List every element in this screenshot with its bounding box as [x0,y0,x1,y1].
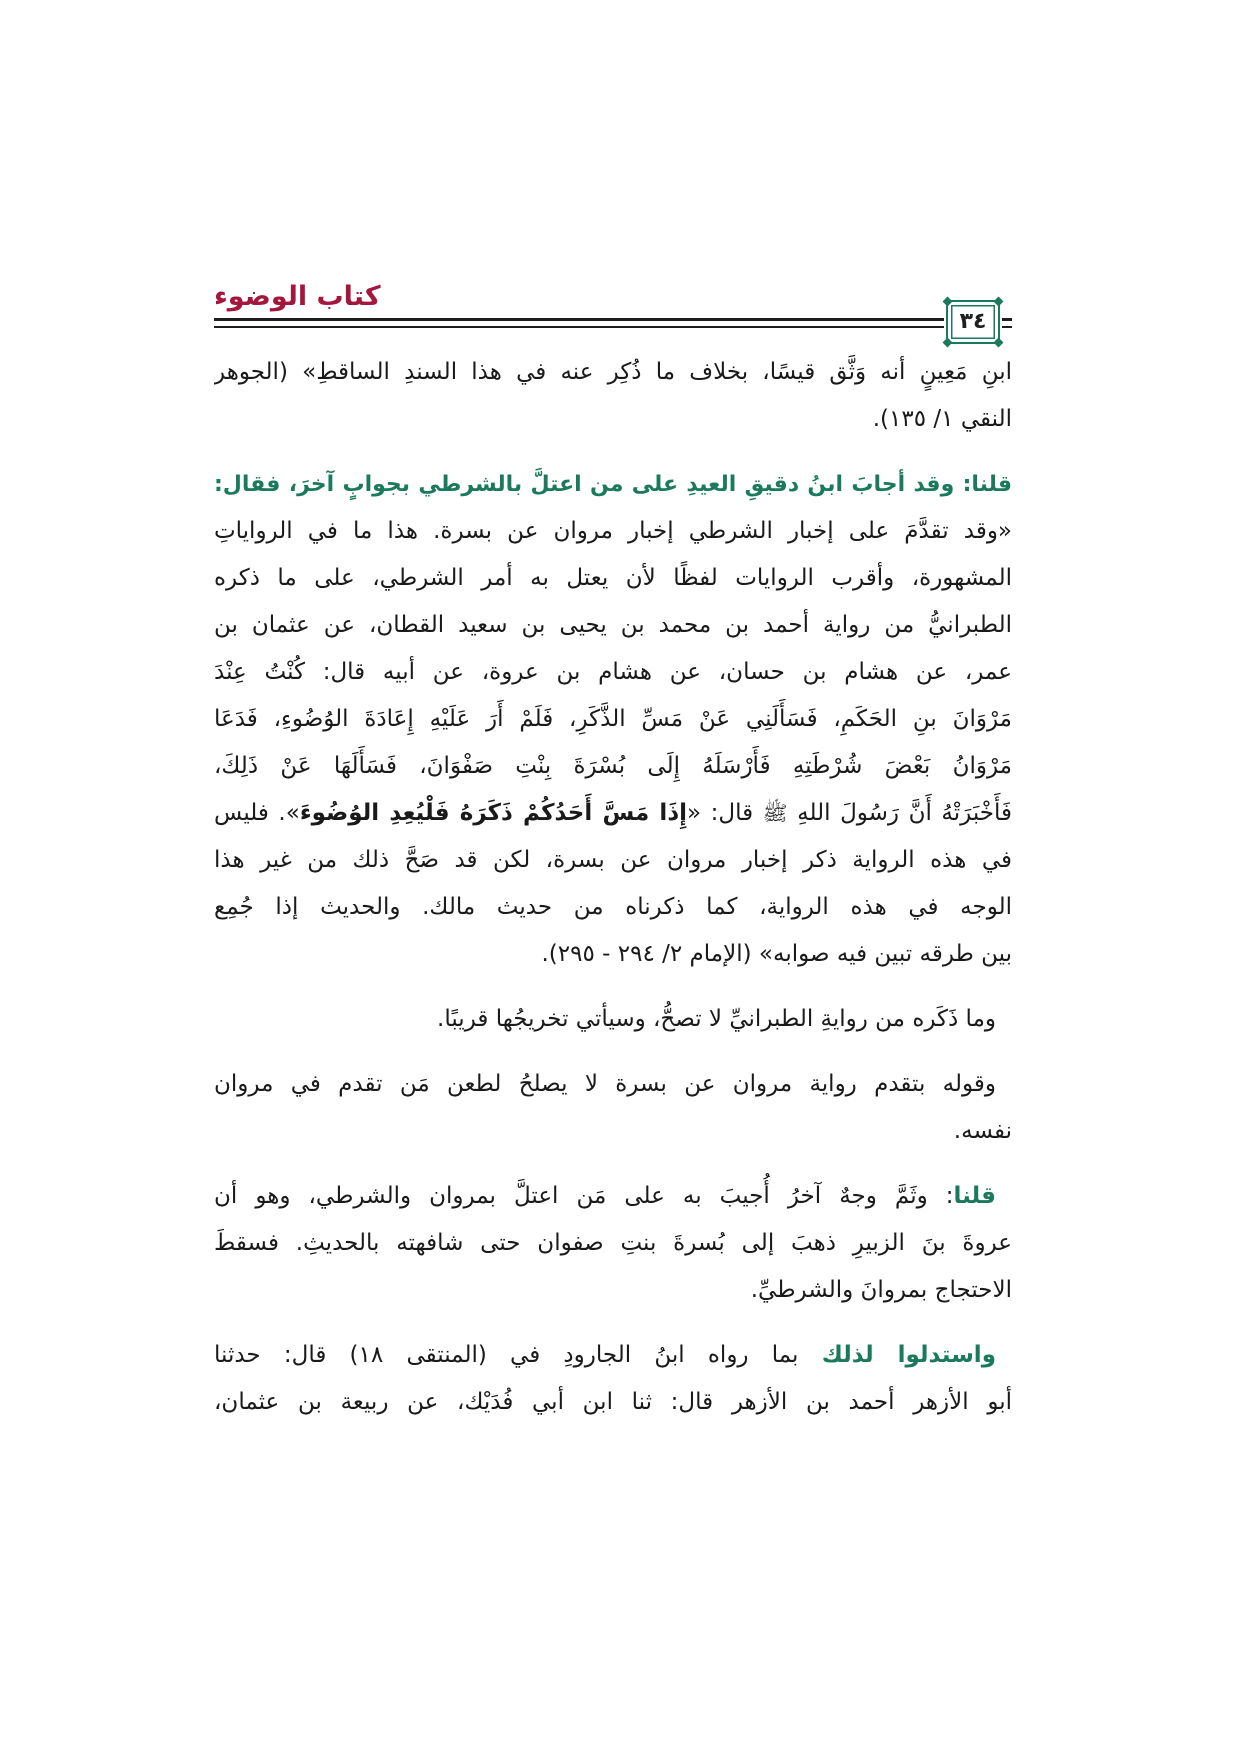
text-segment: المشهورة، وأقرب الروايات لفظًا لأن يعتل به أمر الشرطي، على ما ذكره [214,565,1012,591]
text-segment: نفسه. [953,1118,1012,1144]
text-line [214,1220,1012,1267]
frame-ornament [994,297,1004,307]
running-title: كتاب الوضوء [214,281,381,312]
paragraph [214,1173,1012,1314]
text-segment: مَرْوَانَ بنِ الحَكَمِ، فَسَأَلَنِي عَنْ مَسِّ الذَّكَرِ، فَلَمْ أَرَ عَلَيْهِ إِعَادَةَ الوُضُوءِ، فَدَعَا [214,706,1012,732]
text-segment: في هذه الرواية ذكر إخبار مروان عن بسرة، لكن قد صَحَّ ذلك من غير هذا [214,847,1012,873]
text-line [214,1267,1012,1314]
text-segment: أبو الأزهر أحمد بن الأزهر قال: ثنا ابن أبي فُدَيْك، عن ربيعة بن عثمان، [214,1389,1012,1415]
text-segment: فَأَخْبَرَتْهُ أَنَّ رَسُولَ اللهِ [787,800,1012,826]
text-segment: بما رواه ابنُ الجارودِ في (المنتقى ١٨) قال: حدثنا [214,1342,822,1368]
text-segment: قال: « [687,800,763,826]
text-segment: ». فليس [214,800,300,826]
text-line [214,555,1012,602]
text-segment: «وقد تقدَّمَ على إخبار الشرطي إخبار مروان عن بسرة. هذا ما في الرواياتِ [214,518,1012,544]
text-line [214,931,1012,978]
body-text [214,349,1012,1426]
text-segment: بين طرقه تبين فيه صوابه» (الإمام ٢/ ٢٩٤ - ٢٩٥). [541,941,1012,967]
text-line [214,996,1012,1043]
text-segment: عمر، عن هشام بن حسان، عن هشام بن عروة، عن أبيه قال: كُنْتُ عِنْدَ [214,659,1012,685]
header-rule [214,326,944,328]
paragraph [214,349,1012,443]
text-line [214,1108,1012,1155]
text-line [214,1332,1012,1379]
text-segment: عروةَ بنَ الزبيرِ ذهبَ إلى بُسرةَ بنتِ صفوان حتى شافهته بالحديثِ. فسقطَ [214,1230,1012,1256]
text-segment: : وثَمَّ وجهٌ آخرُ أُجيبَ به على مَن اعتلَّ بمروان والشرطي، وهو أن [214,1183,954,1209]
paragraph [214,461,1012,978]
text-line [214,508,1012,555]
text-line [214,1379,1012,1426]
frame-ornament [994,338,1004,348]
text-line [214,1173,1012,1220]
emphasis-label: واستدلوا لذلك [821,1342,996,1368]
frame-ornament [943,338,953,348]
header-rule [1002,326,1012,328]
text-segment: وما ذَكَره من روايةِ الطبرانيِّ لا تصحُّ، وسيأتي تخريجُها قريبًا. [437,1006,996,1032]
text-segment: مَرْوَانُ بَعْضَ شُرْطَتِهِ فَأَرْسَلَهُ إِلَى بُسْرَةَ بِنْتِ صَفْوَانَ، فَسَأَلَهَا عَنْ ذَلِكَ، [214,753,1012,779]
header-rule [1002,318,1012,321]
page-number: ٣٤ [959,309,987,334]
text-line [214,461,1012,508]
emphasis-label: قلنا [953,1183,996,1209]
header-rule [214,318,944,321]
text-line [214,790,1012,837]
text-line [214,649,1012,696]
text-line [214,743,1012,790]
text-line [214,696,1012,743]
text-line [214,349,1012,396]
text-line [214,884,1012,931]
frame-ornament [943,297,953,307]
text-segment: الوجه في هذه الرواية، كما ذكرناه من حديث مالك. والحديث إذا جُمِع [214,894,1012,920]
paragraph [214,996,1012,1043]
text-segment: الاحتجاج بمروانَ والشرطيِّ. [750,1277,1012,1303]
text-segment: وقوله بتقدم رواية مروان عن بسرة لا يصلحُ لطعن مَن تقدم في مروان [214,1071,996,1097]
text-segment: النقي ١/ ١٣٥). [872,406,1012,432]
text-line [214,1061,1012,1108]
hadith-quote: إِذَا مَسَّ أَحَدُكُمْ ذَكَرَهُ فَلْيُعِدِ الوُضُوءَ [299,800,688,826]
text-line [214,837,1012,884]
text-segment: ابنِ مَعِينٍ أنه وَثَّق قيسًا، بخلاف ما ذُكِر عنه في هذا السندِ الساقطِ» (الجوهر [214,359,1012,385]
paragraph [214,1332,1012,1426]
salawat-symbol: ﷺ [762,801,788,825]
emphasis-label: قلنا: وقد أجابَ ابنُ دقيقِ العيدِ على من اعتلَّ بالشرطي بجوابٍ آخرَ، فقال: [214,472,1012,497]
text-line [214,602,1012,649]
text-line [214,396,1012,443]
text-segment: الطبرانيُّ من رواية أحمد بن محمد بن يحيى بن سعيد القطان، عن عثمان بن [214,612,1012,638]
page-number-frame [946,300,1000,344]
paragraph [214,1061,1012,1155]
